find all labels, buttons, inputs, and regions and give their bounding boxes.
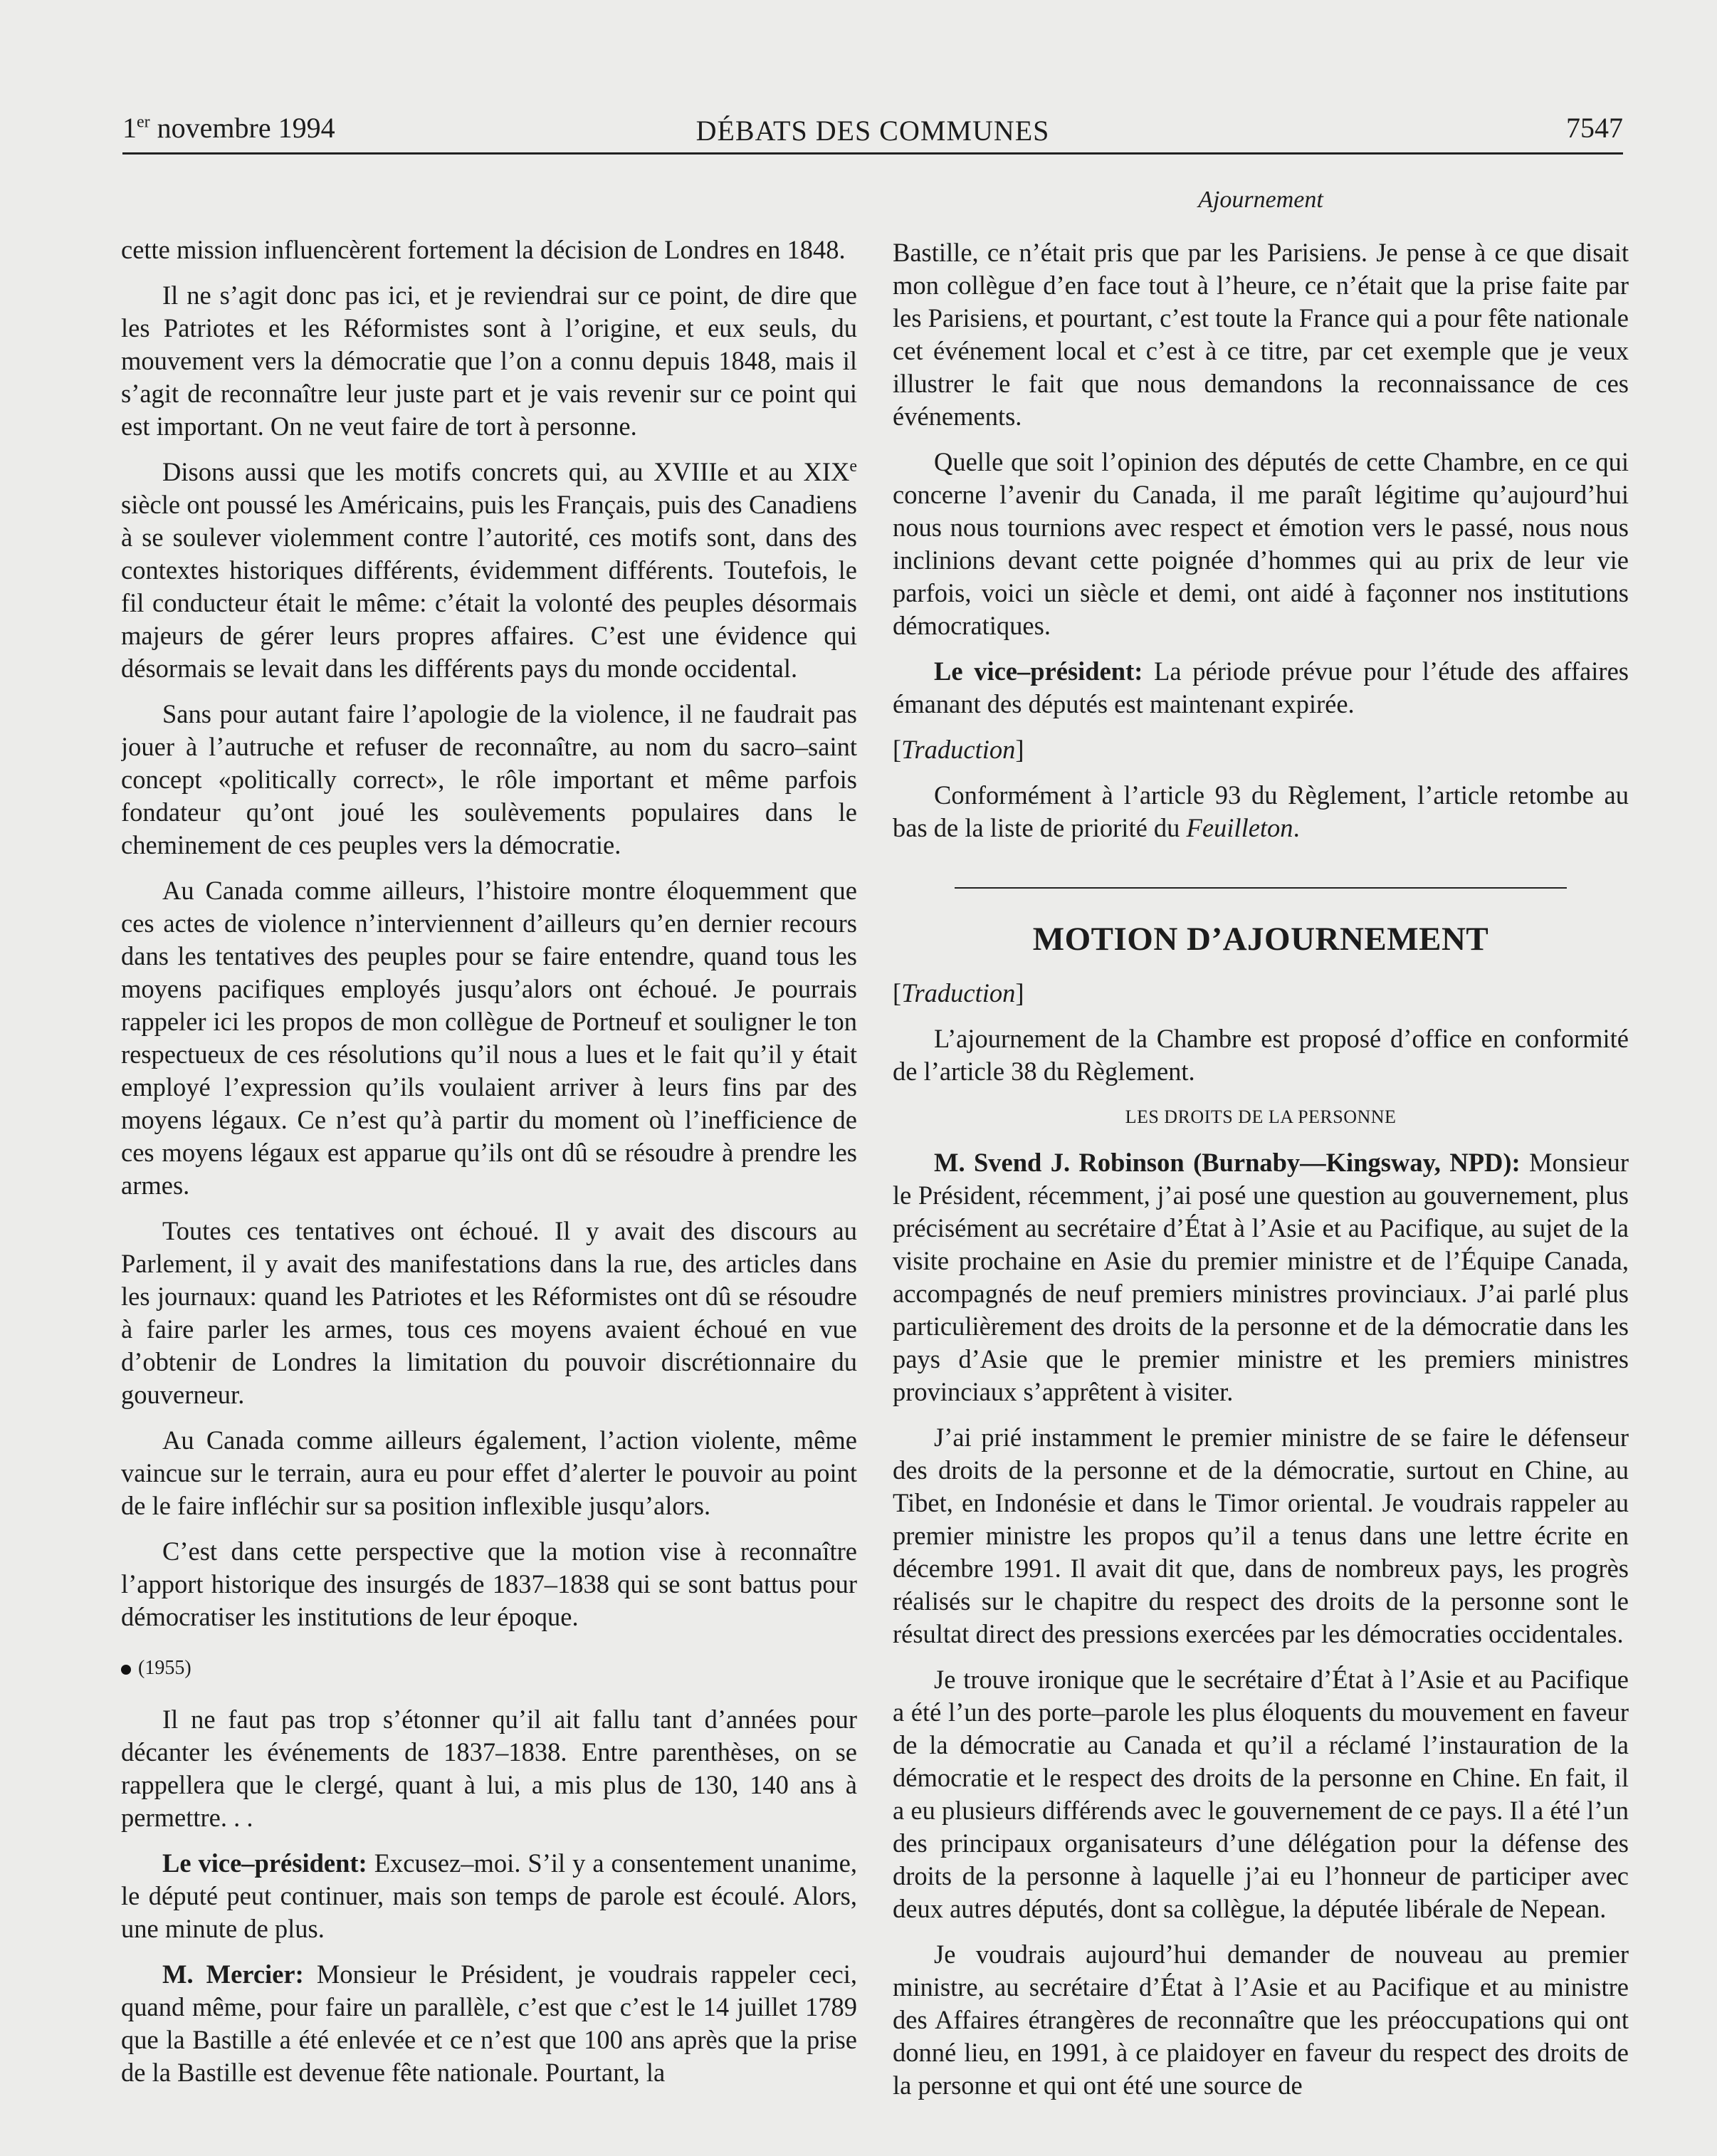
- paragraph: Au Canada comme ailleurs également, l’action violente, même vaincue sur le terrain, aura eu pour effet d’alerter le pouvoir au point de le faire infléchir sur sa position inflexible jusqu’alors.: [121, 1425, 857, 1520]
- paragraph: M. Mercier: Monsieur le Président, je voudrais rappeler ceci, quand même, pour faire un parallèle, c’est que c’est le 14 juillet 1789 que la Bastille a été enlevée et ce n’est que 100 ans après que la prise de la Bastille est devenue fête nationale. Pourtant, la: [121, 1959, 857, 2087]
- paragraph: Conformément à l’article 93 du Règlement, l’article retombe au bas de la liste de priorité du Feuilleton.: [893, 780, 1629, 842]
- paragraph: Bastille, ce n’était pris que par les Parisiens. Je pense à ce que disait mon collègue d’en face tout à l’heure, ce n’était que la prise faite par les Parisiens, et pourtant, c’est toute la France qui a pour fête nationale cet événement local et c’est à ce titre, par cet exemple que je veux illustrer le fait que nous demandons la reconnaissance de ces événements.: [893, 238, 1629, 431]
- section-header: Ajournement: [1198, 187, 1323, 213]
- header-title: DÉBATS DES COMMUNES: [695, 115, 1050, 147]
- paragraph: C’est dans cette perspective que la motion vise à reconnaître l’apport historique des insurgés de 1837–1838 qui se sont battus pour démocratiser les institutions de leur époque.: [121, 1537, 857, 1631]
- left-column: [121, 234, 857, 2128]
- translation-note: [Traduction]: [893, 978, 1024, 1008]
- right-column: [893, 236, 1629, 2130]
- paragraph: Je trouve ironique que le secrétaire d’État à l’Asie et au Pacifique a été l’un des porte–parole les plus éloquents du mouvement en faveur de la démocratie au Canada et qu’il a réclamé l’instauration de la démocratie et le respect des droits de la personne en Chine. En fait, il a eu plusieurs différends avec le gouvernement de ce pays. Il a été l’un des principaux organisateurs d’une délégation pour la défense des droits de la personne à laquelle j’ai eu l’honneur de participer avec deux autres députés, dont sa collègue, la députée libérale de Nepean.: [893, 1665, 1629, 1923]
- speaker-name: M. Mercier:: [162, 1959, 304, 1989]
- speaker-name: M. Svend J. Robinson (Burnaby—Kingsway, NPD):: [934, 1148, 1521, 1177]
- paragraph: Le vice–président: La période prévue pour l’étude des affaires émanant des députés est maintenant expirée.: [893, 656, 1629, 718]
- paragraph: J’ai prié instamment le premier ministre de se faire le défenseur des droits de la personne et de la démocratie, surtout en Chine, au Tibet, en Indonésie et dans le Timor oriental. Je voudrais rappeler au premier ministre les propos qu’il a tenus dans une lettre écrite en décembre 1991. Il avait dit que, dans de nombreux pays, les progrès réalisés sur le chapitre du respect des droits de la personne sont le résultat direct des pressions exercées par les démocraties occidentales.: [893, 1423, 1629, 1648]
- paragraph: Le vice–président: Excusez–moi. S’il y a consentement unanime, le député peut continuer, mais son temps de parole est écoulé. Alors, une minute de plus.: [121, 1848, 857, 1943]
- translation-note: [Traduction]: [893, 735, 1024, 764]
- paragraph: Quelle que soit l’opinion des députés de cette Chambre, en ce qui concerne l’avenir du Canada, il me paraît légitime qu’aujourd’hui nous nous tournions avec respect et émotion vers le passé, nous nous inclinions devant cette poignée d’hommes qui au prix de leur vie parfois, voici un siècle et demi, ont aidé à façonner nos institutions démocratiques.: [893, 447, 1629, 640]
- paragraph: Il ne faut pas trop s’étonner qu’il ait fallu tant d’années pour décanter les événements de 1837–1838. Entre parenthèses, on se rappellera que le clergé, quant à lui, a mis plus de 130, 140 ans à permettre. . .: [121, 1705, 857, 1832]
- time-marker: (1955): [121, 1652, 857, 1685]
- paragraph: M. Svend J. Robinson (Burnaby—Kingsway, NPD): Monsieur le Président, récemment, j’ai posé une question au gouvernement, plus précisément au secrétaire d’État à l’Asie et au Pacifique, au sujet de la visite prochaine en Asie du premier ministre et de l’Équipe Canada, accompagnés de neuf premiers ministres provinciaux. J’ai parlé plus particulièrement des droits de la personne et de la démocratie dans les pays d’Asie que le premier ministre et les premiers ministres provinciaux s’apprêtent à visiter.: [893, 1148, 1629, 1406]
- paragraph: cette mission influencèrent fortement la décision de Londres en 1848.: [121, 235, 846, 264]
- divider: [955, 887, 1567, 889]
- header-date: 1er novembre 1994: [122, 112, 335, 144]
- page-number: 7547: [1566, 112, 1623, 144]
- speaker-name: Le vice–président:: [162, 1848, 367, 1878]
- paragraph: Toutes ces tentatives ont échoué. Il y avait des discours au Parlement, il y avait des manifestations dans la rue, des articles dans les journaux: quand les Patriotes et les Réformistes ont dû se résoudre à faire parler les armes, tous ces moyens avaient échoué en vue d’obtenir de Londres la limitation du pouvoir discrétionnaire du gouverneur.: [121, 1216, 857, 1409]
- speaker-name: Le vice–président:: [934, 656, 1143, 686]
- subsection-heading: LES DROITS DE LA PERSONNE: [1125, 1106, 1397, 1127]
- paragraph: Sans pour autant faire l’apologie de la violence, il ne faudrait pas jouer à l’autruche et refuser de reconnaître, au nom du sacro–saint concept «politically correct», le rôle important et même parfois fondateur qu’ont joué les soulèvements populaires dans le cheminement de ces peuples vers la démocratie.: [121, 699, 857, 859]
- bullet-icon: [121, 1665, 131, 1675]
- paragraph: L’ajournement de la Chambre est proposé d’office en conformité de l’article 38 du Règlement.: [893, 1024, 1629, 1086]
- paragraph: Il ne s’agit donc pas ici, et je reviendrai sur ce point, de dire que les Patriotes et les Réformistes sont à l’origine, et eux seuls, du mouvement vers la démocratie que l’on a connu depuis 1848, mais il s’agit de reconnaître leur juste part et je vais revenir sur ce point qui est important. On ne veut faire de tort à personne.: [121, 281, 857, 441]
- page-header: [122, 107, 1623, 155]
- paragraph: Disons aussi que les motifs concrets qui, au XVIIIe et au XIXe siècle ont poussé les Américains, puis les Français, puis des Canadiens à se soulever violemment contre l’autorité, ces motifs sont, dans des contextes historiques différents, évidemment différents. Toutefois, le fil conducteur était le même: c’était la volonté des peuples désormais majeurs de gérer leurs propres affaires. C’est une évidence qui désormais se levait dans les différents pays du monde occidental.: [121, 456, 857, 683]
- motion-title: MOTION D’AJOURNEMENT: [1032, 921, 1489, 958]
- paragraph: Je voudrais aujourd’hui demander de nouveau au premier ministre, au secrétaire d’État à l’Asie et au Pacifique et au ministre des Affaires étrangères de reconnaître que les préoccupations qui ont donné lieu, en 1991, à ce plaidoyer en faveur du respect des droits de la personne et qui ont été une source de: [893, 1940, 1629, 2100]
- paragraph: Au Canada comme ailleurs, l’histoire montre éloquemment que ces actes de violence n’interviennent d’ailleurs qu’en dernier recours dans les tentatives des peuples pour se faire entendre, quand tous les moyens pacifiques employés jusqu’alors ont échoué. Je pourrais rappeler ici les propos de mon collègue de Portneuf et souligner le ton respectueux de ces résolutions qu’il nous a lues et le fait qu’il y était employé l’expression qu’ils voulaient arriver à leurs fins par des moyens légaux. Ce n’est qu’à partir du moment où l’inefficience de ces moyens légaux est apparue qu’ils ont dû se résoudre à prendre les armes.: [121, 876, 857, 1200]
